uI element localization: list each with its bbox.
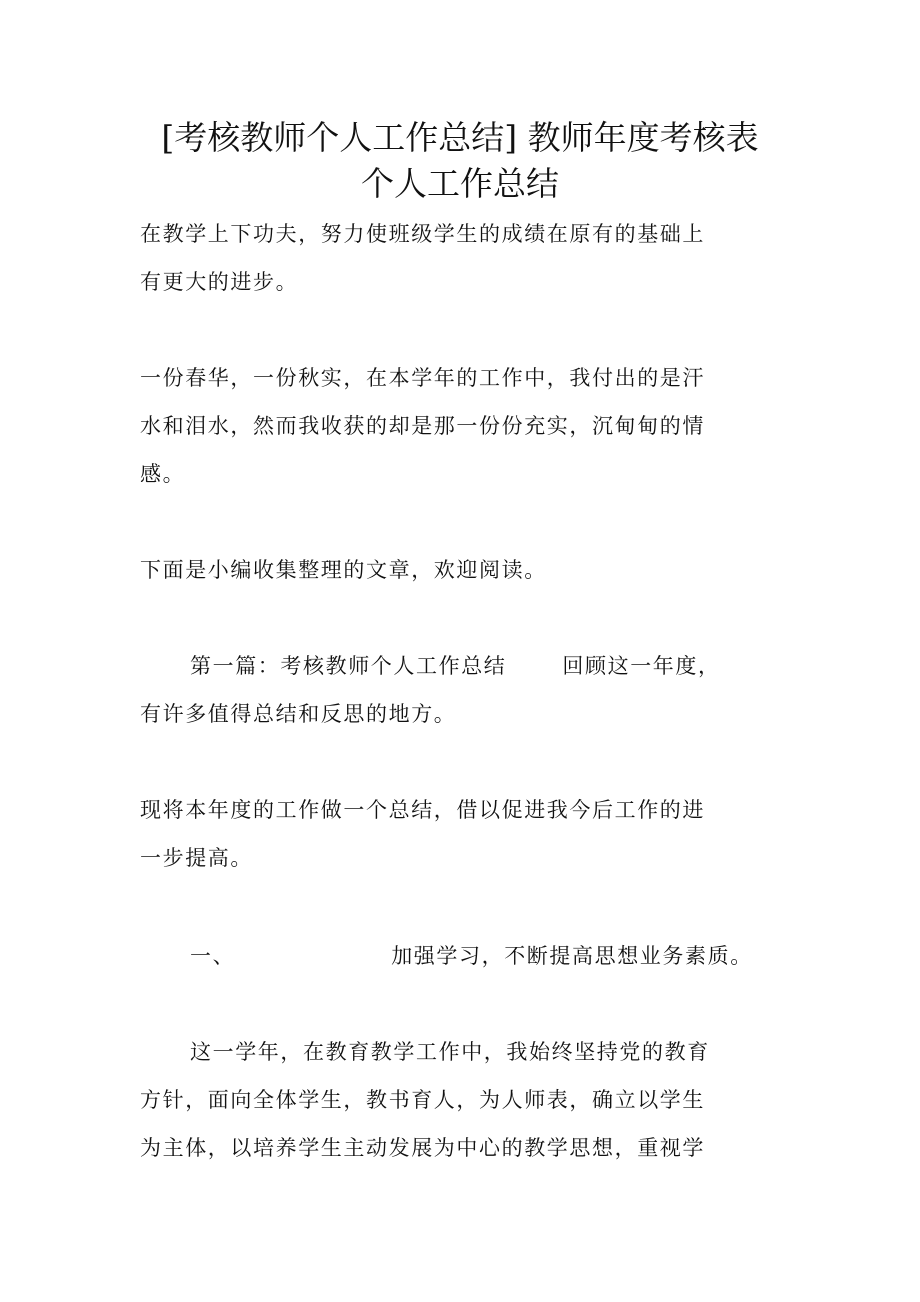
- paragraph-5: [140, 786, 780, 882]
- paragraph-line: 一步提高。: [140, 846, 253, 870]
- paragraph-line: 为主体，以培养学生主动发展为中心的教学思想，重视学: [140, 1136, 705, 1160]
- paragraph-3: [140, 546, 780, 594]
- document-title-line1: [考核教师个人工作总结] 教师年度考核表: [161, 118, 759, 157]
- document-title-line2: 个人工作总结: [361, 164, 559, 203]
- paragraph-line: 现将本年度的工作做一个总结，借以促进我今后工作的进: [140, 798, 705, 822]
- paragraph-1: [140, 210, 780, 306]
- paragraph-line: 一份春华，一份秋实，在本学年的工作中，我付出的是汗: [140, 366, 705, 390]
- paragraph-6: [140, 932, 780, 980]
- paragraph-line: [140, 932, 780, 980]
- paragraph-2: [140, 354, 780, 498]
- paragraph-line: 下面是小编收集整理的文章，欢迎阅读。: [140, 558, 547, 582]
- list-item-text: 加强学习，不断提高思想业务素质。: [391, 944, 753, 968]
- paragraph-line: 有更大的进步。: [140, 270, 299, 294]
- paragraph-line: 有许多值得总结和反思的地方。: [140, 702, 457, 726]
- section-heading: 第一篇：考核教师个人工作总结: [190, 654, 507, 678]
- paragraph-line: 方针，面向全体学生，教书育人，为人师表，确立以学生: [140, 1088, 705, 1112]
- list-number: 一、: [190, 944, 236, 968]
- paragraph-line: [140, 642, 780, 690]
- paragraph-line: 这一学年，在教育教学工作中，我始终坚持党的教育: [190, 1040, 710, 1064]
- paragraph-line: 水和泪水，然而我收获的却是那一份份充实，沉甸甸的情: [140, 414, 705, 438]
- paragraph-7: [140, 1028, 780, 1172]
- paragraph-text: 回顾这一年度，: [562, 654, 721, 678]
- paragraph-line: 感。: [140, 462, 186, 486]
- paragraph-4: [140, 642, 780, 738]
- paragraph-line: 在教学上下功夫，努力使班级学生的成绩在原有的基础上: [140, 222, 705, 246]
